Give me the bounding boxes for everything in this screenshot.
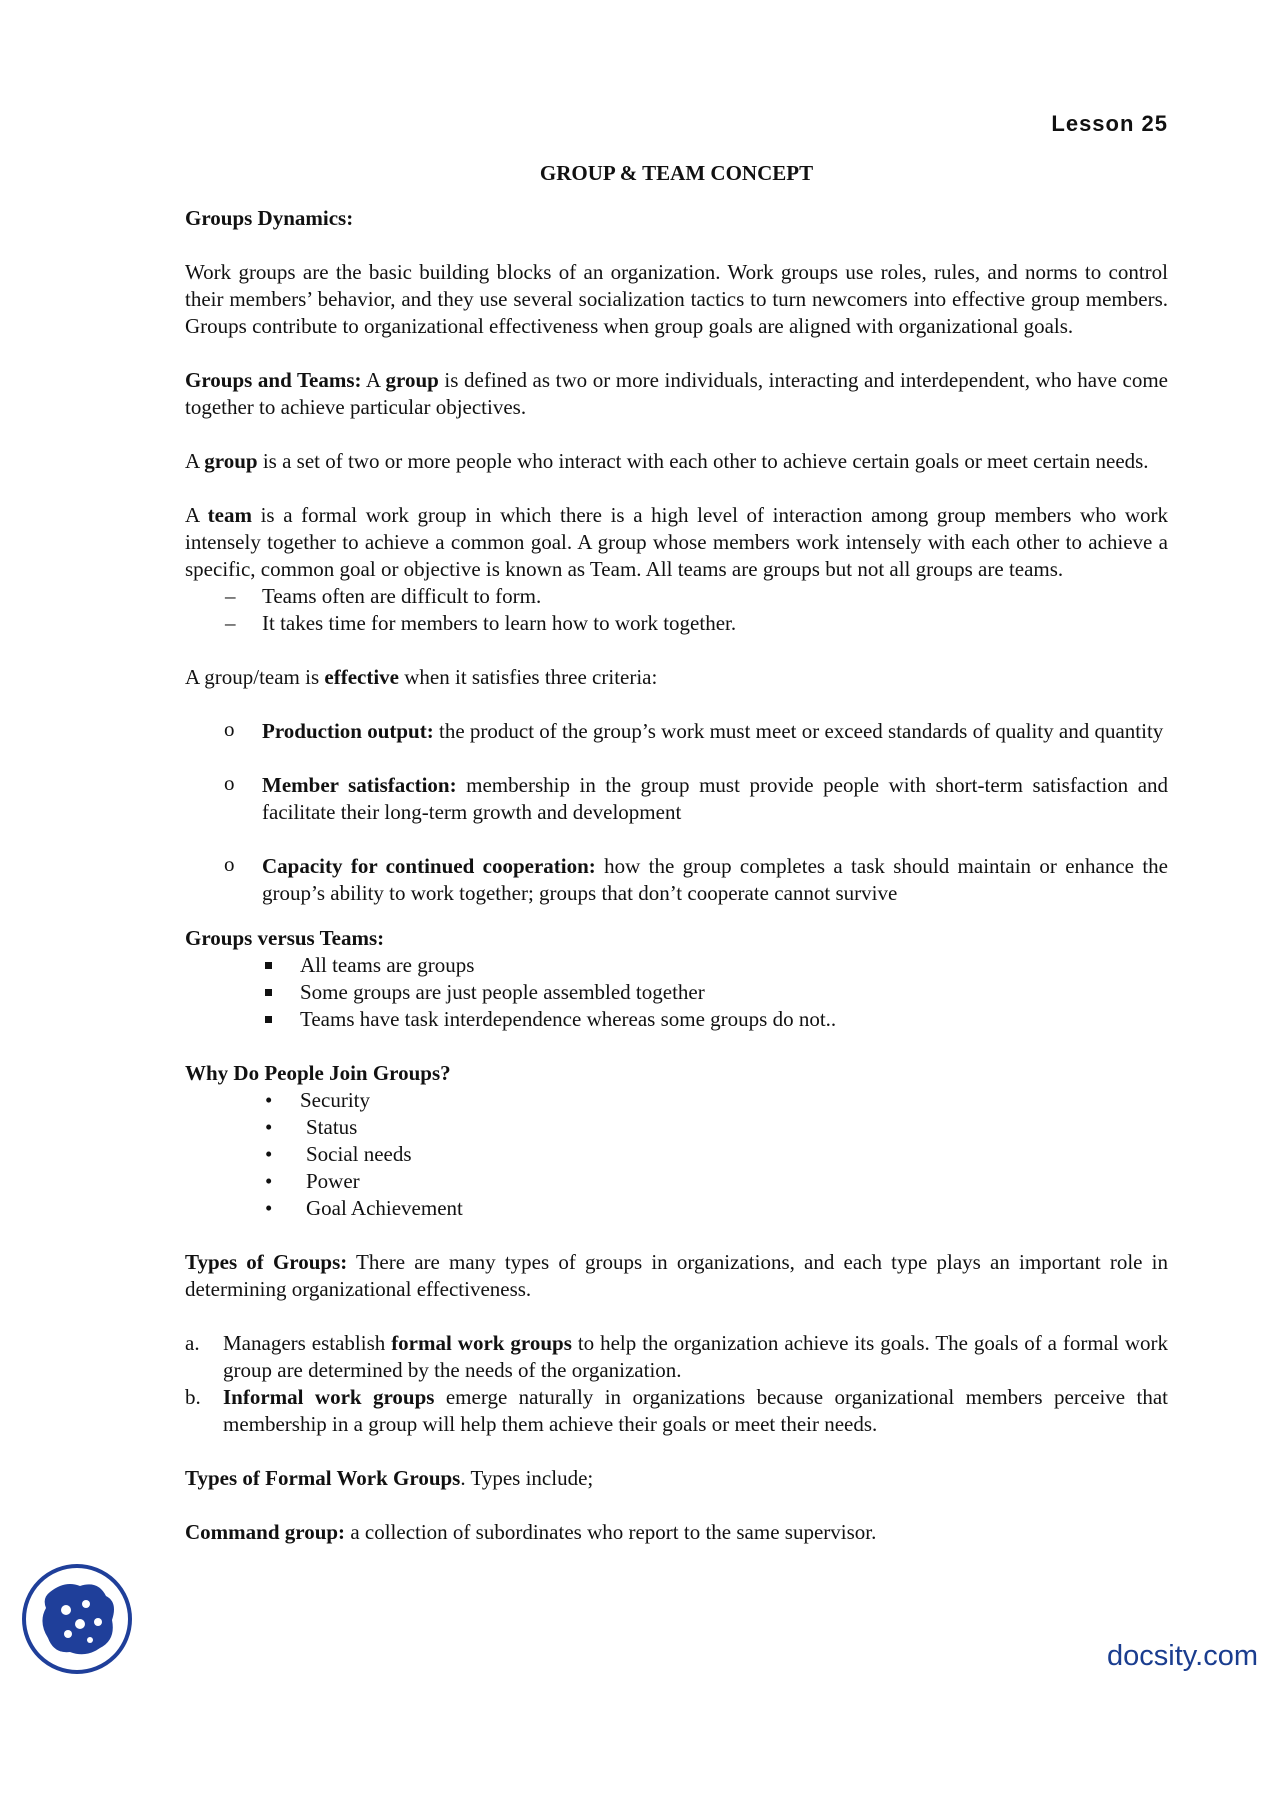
criterion-text: membership in the group must provide people with short-term satisfaction and facilitate their long-term growth and development [262,773,1169,824]
groups-teams-t2: is defined as two or more individuals, interacting and interdependent, who have come together to achieve particular objectives. [185,368,1168,419]
types-lead: Types of Groups: [185,1250,348,1274]
formal-types-text: . Types include; [460,1466,594,1490]
dash-marker: – [225,584,236,608]
effective-term: effective [324,665,400,689]
type-b-term: Informal work groups [223,1385,435,1409]
list-item [185,1195,1168,1222]
team-def-term: team [207,503,252,527]
list-item-text: All teams are groups [300,953,475,977]
type-a-t1: Managers establish [223,1331,392,1355]
team-def-t2: is a formal work group in which there is a high level of interaction among group members who work intensely together to achieve a common goal. A group whose members work intensely with each other to achieve a specific, common goal or objective is known as Team. All teams are groups but not all groups are teams. [185,503,1168,581]
effectiveness-criteria-list [185,718,1168,907]
formal-types-paragraph [185,1465,1168,1492]
criterion-item [185,718,1168,745]
list-item-text: Teams often are difficult to form. [262,584,542,608]
command-group-paragraph [185,1519,1168,1546]
criterion-label: Member satisfaction: [262,773,457,797]
criterion-item [185,772,1168,826]
groups-dynamics-heading: Groups Dynamics: [185,206,354,230]
criterion-item [185,853,1168,907]
docsity-logo-icon [20,1562,134,1676]
document-title: GROUP & TEAM CONCEPT [539,161,814,185]
bullet-marker: • [265,1196,273,1220]
why-join-heading: Why Do People Join Groups? [185,1061,451,1085]
list-item [185,583,1168,610]
groups-teams-t1: A [361,368,386,392]
square-bullet-icon [265,962,272,969]
bullet-marker: • [265,1142,273,1166]
effective-t2: when it satisfies three criteria: [399,665,658,689]
o-marker: o [224,852,235,876]
type-a-t2: to help the organization achieve its goals. The goals of a formal work group are determined by the needs of the organization. [223,1331,1169,1382]
list-item [185,1168,1168,1195]
o-marker: o [224,717,235,741]
list-item-text: Social needs [306,1142,412,1166]
command-lead: Command group: [185,1520,346,1544]
list-item-text: It takes time for members to learn how to work together. [262,611,737,635]
o-marker: o [224,771,235,795]
effective-t1: A group/team is [185,665,325,689]
list-item [185,1114,1168,1141]
type-b-t2: emerge naturally in organizations because organizational members perceive that membership in a group will help them achieve their goals or meet their needs. [223,1385,1168,1436]
team-notes-list [185,583,1168,637]
groups-teams-paragraph [185,367,1168,421]
group-definition-paragraph [185,448,1168,475]
criterion-text: the product of the group’s work must meet or exceed standards of quality and quantity [433,719,1164,743]
groups-versus-teams-heading: Groups versus Teams: [185,926,385,950]
group-def-t1: A [185,449,205,473]
alpha-marker: a. [185,1331,200,1355]
group-def-t2: is a set of two or more people who interact with each other to achieve certain goals or meet certain needs. [257,449,1149,473]
list-item-text: Teams have task interdependence whereas some groups do not.. [300,1007,837,1031]
criterion-text: how the group completes a task should maintain or enhance the group’s ability to work together; groups that don’t cooperate cannot survive [262,854,1168,905]
group-types-list [185,1330,1168,1438]
command-text: a collection of subordinates who report to the same supervisor. [345,1520,877,1544]
team-definition-paragraph [185,502,1168,583]
list-item-text: Some groups are just people assembled together [300,980,705,1004]
list-item-text: Status [306,1115,358,1139]
list-item [185,1330,1168,1384]
types-text: There are many types of groups in organizations, and each type plays an important role in determining organizational effectiveness. [185,1250,1168,1301]
list-item [185,1141,1168,1168]
list-item-text: Power [306,1169,360,1193]
groups-teams-term: group [385,368,439,392]
bullet-marker: • [265,1115,273,1139]
list-item [185,1384,1168,1438]
square-bullet-icon [265,1016,272,1023]
groups-dynamics-text: Work groups are the basic building blocks of an organization. Work groups use roles, rules, and norms to control their members’ behavior, and they use several socialization tactics to turn newcomers into effective group members. Groups contribute to organizational effectiveness when group goals are aligned with organizational goals. [185,260,1168,338]
list-item-text: Goal Achievement [306,1196,463,1220]
list-item [185,979,1168,1006]
formal-types-lead: Types of Formal Work Groups [185,1466,461,1490]
bullet-marker: • [265,1088,273,1112]
list-item [185,610,1168,637]
why-join-list [185,1087,1168,1222]
bullet-marker: • [265,1169,273,1193]
effective-intro [185,664,1168,691]
docsity-watermark[interactable]: docsity.com [1107,1640,1258,1672]
groups-versus-teams-list [185,952,1168,1033]
lesson-number: Lesson 25 [1051,111,1168,136]
dash-marker: – [225,611,236,635]
list-item [185,1087,1168,1114]
type-a-term: formal work groups [391,1331,572,1355]
square-bullet-icon [265,989,272,996]
types-of-groups-paragraph [185,1249,1168,1303]
team-def-t1: A [185,503,208,527]
criterion-label: Capacity for continued cooperation: [262,854,596,878]
list-item [185,1006,1168,1033]
document-page [185,110,1168,1573]
alpha-marker: b. [185,1385,201,1409]
groups-teams-lead: Groups and Teams: [185,368,362,392]
group-def-term: group [204,449,258,473]
list-item [185,952,1168,979]
list-item-text: Security [300,1088,370,1112]
criterion-label: Production output: [262,719,434,743]
